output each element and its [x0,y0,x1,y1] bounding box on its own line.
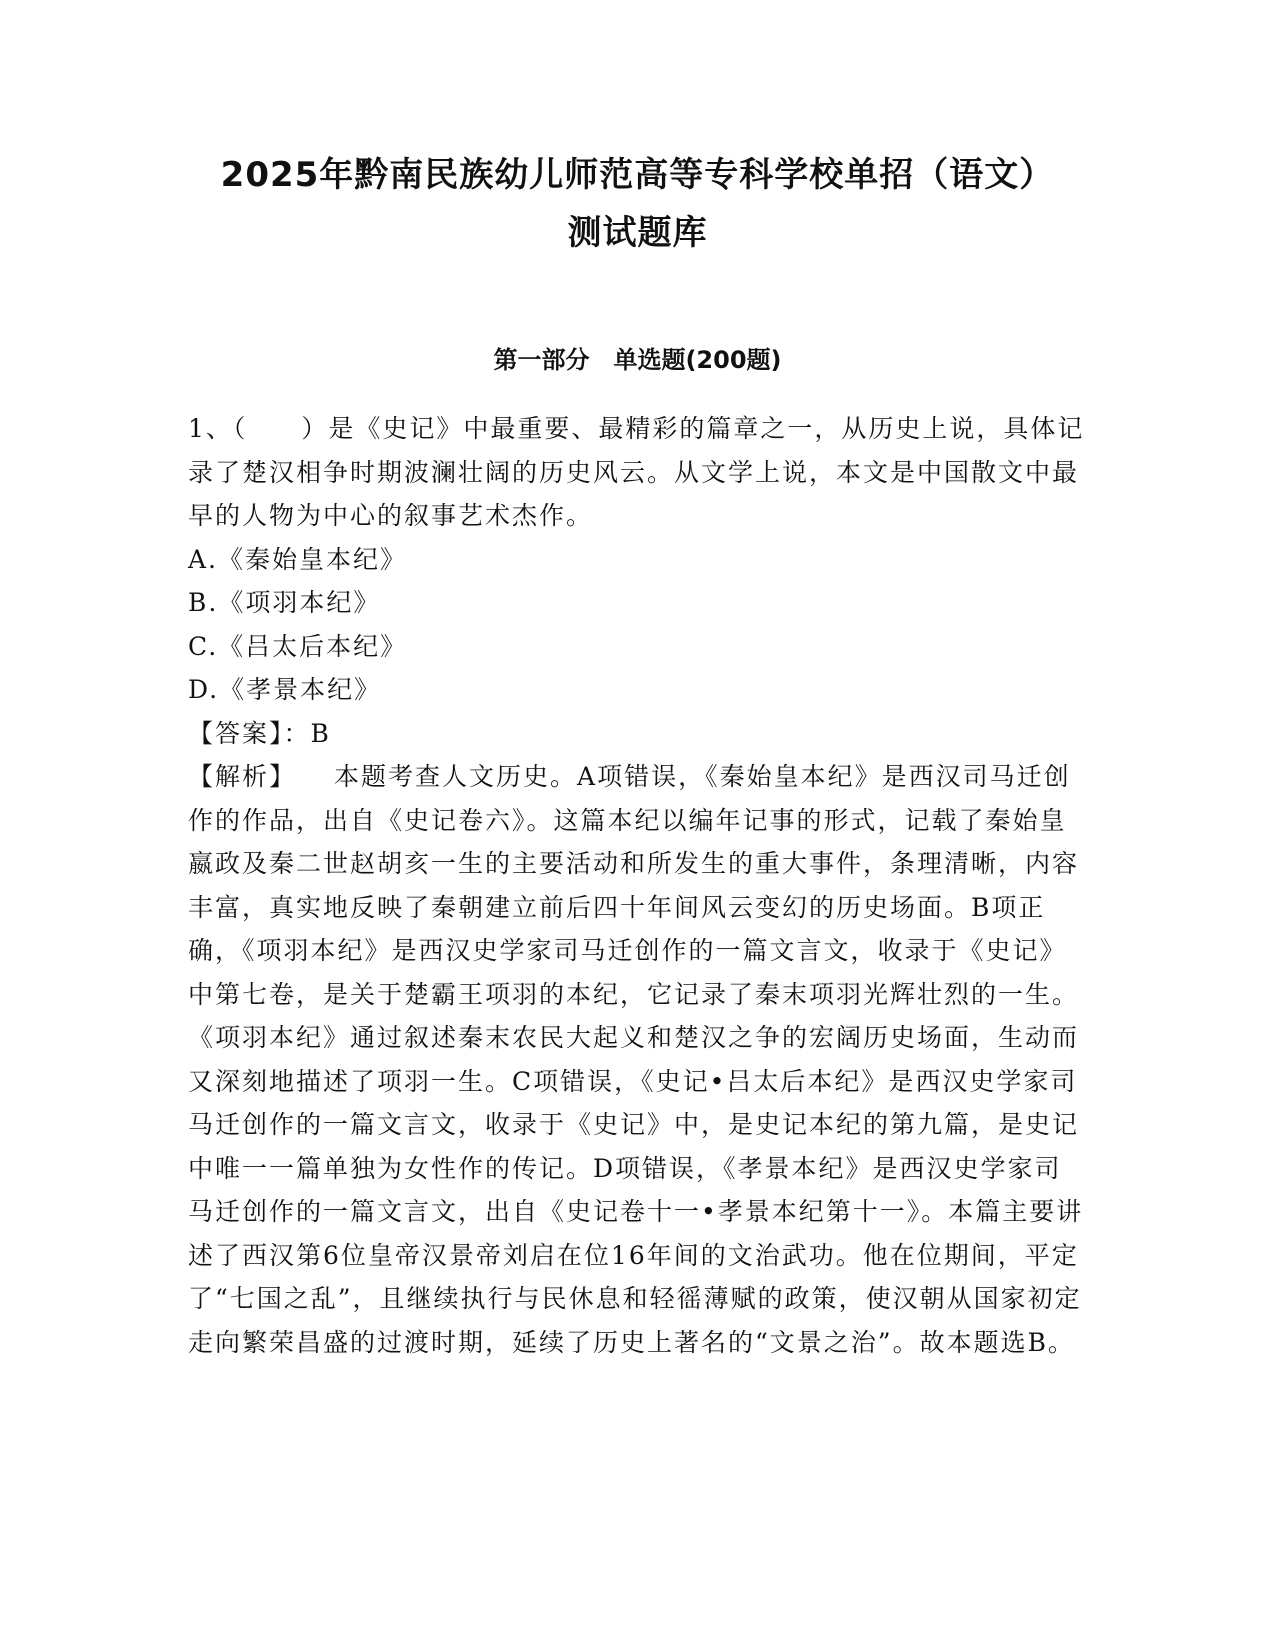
document-title-line-2: 测试题库 [567,213,708,253]
option-c: C.《吕太后本纪》 [188,631,408,661]
document-title-line-1: 2025年黔南民族幼儿师范高等专科学校单招（语文） [220,155,1055,195]
explanation-text: 本题考查人文历史。A项错误，《秦始皇本纪》是西汉司马迁创作的作品，出自《史记卷六》。这篇本纪以编年记事的形式，记载了秦始皇嬴政及秦二世赵胡亥一生的主要活动和所发生的重大事件，条理清晰，内容丰富，真实地反映了秦朝建立前后四十年间风云变幻的历史场面。B项正确，《项羽本纪》是西汉史学家司马迁创作的一篇文言文，收录于《史记》中第七卷，是关于楚霸王项羽的本纪，它记录了秦末项羽光辉壮烈的一生。《项羽本纪》通过叙述秦末农民大起义和楚汉之争的宏阔历史场面，生动而又深刻地描述了项羽一生。C项错误，《史记•吕太后本纪》是西汉史学家司马迁创作的一篇文言文，收录于《史记》中，是史记本纪的第九篇，是史记中唯一一篇单独为女性作的传记。D项错误，《孝景本纪》是西汉史学家司马迁创作的一篇文言文，出自《史记卷十一•孝景本纪第十一》。本篇主要讲述了西汉第6位皇帝汉景帝刘启在位16年间的文治武功。他在位期间，平定了“七国之乱”，且继续执行与民休息和轻徭薄赋的政策，使汉朝从国家初定走向繁荣昌盛的过渡时期，延续了历史上著名的“文景之治”。故本题选B。 [188,762,1084,1357]
option-a: A.《秦始皇本纪》 [188,544,408,574]
question-stem: 1、（ ）是《史记》中最重要、最精彩的篇章之一，从历史上说，具体记录了楚汉相争时期波澜壮阔的历史风云。从文学上说，本文是中国散文中最早的人物为中心的叙事艺术杰作。 [188,414,1085,530]
option-b: B.《项羽本纪》 [188,588,381,617]
answer-value: B [310,718,331,748]
answer-label: 【答案】： [188,718,311,748]
explanation-paragraph [188,755,1088,1364]
explanation-label: 【解析】 [188,762,297,791]
question-block [188,407,1088,1364]
section-heading: 第一部分 单选题(200题) [493,346,782,374]
option-d: D.《孝景本纪》 [188,675,382,704]
answer-line [188,712,1088,756]
